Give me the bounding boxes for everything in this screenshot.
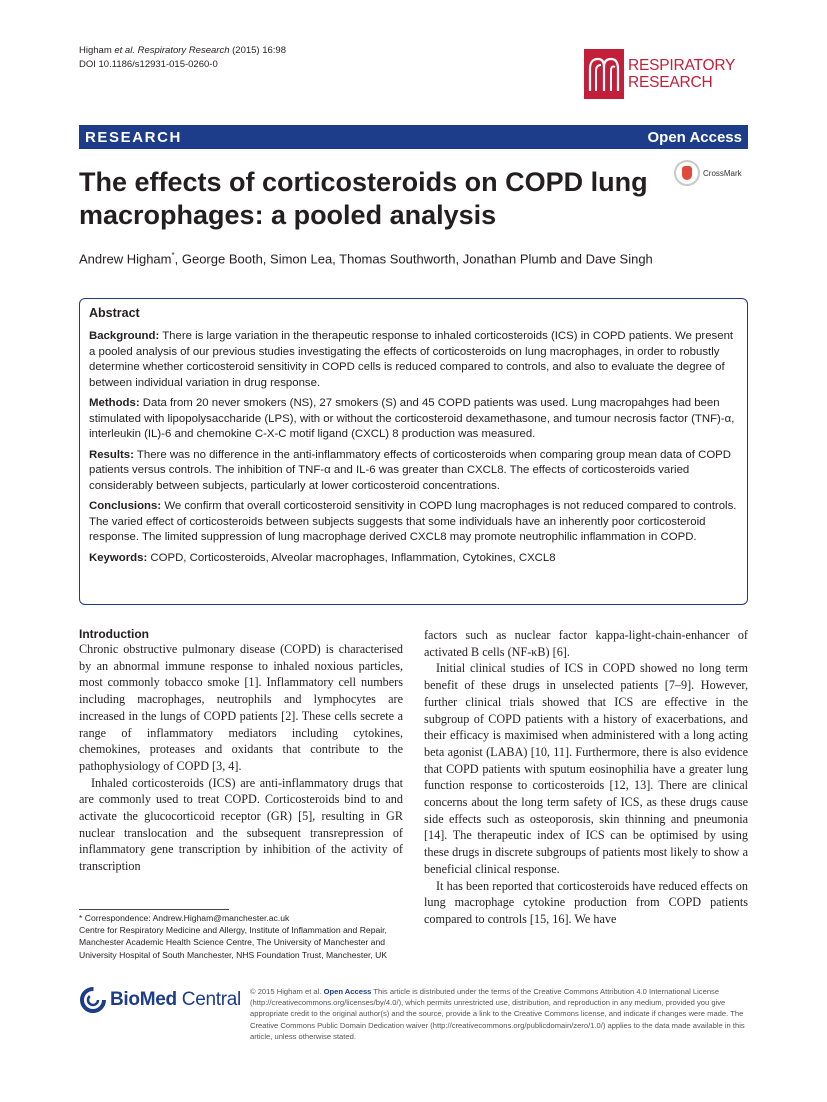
keywords-label: Keywords: [89,551,148,564]
corresponding-mark: * [171,251,175,260]
abstract-conclusions [89,499,738,546]
license-prefix: © 2015 Higham et al. [250,987,324,996]
publisher-name-light: Central [176,989,241,1010]
license-text [250,986,750,1042]
intro-paragraph-4: Initial clinical studies of ICS in COPD showed no long term benefit of these drugs in unselected patients [7–9]. However, further clinical trials showed that ICS are effective in the subgroup of COPD patients with a history of exacerbations, and their efficacy is maximised when administered with a long acting beta agonist (LABA) [10, 11]. Furthermore, there is also evidence that COPD patients with sputum eosinophilia have a greater lung function response to corticosteroids [12, 13]. There are clinical concerns about the long term safety of ICS, as these drugs cause side effects such as osteoporosis, skin thinning and pneumonia [14]. The therapeutic index of ICS can be optimised by using these drugs in discrete subgroups of patients most likely to show a beneficial clinical response. [424,661,748,876]
footnote-divider [79,909,229,910]
background-label: Background: [89,330,160,342]
methods-label: Methods: [89,397,140,409]
intro-paragraph-3: factors such as nuclear factor kappa-light-chain-enhancer of activated B cells (NF-κB) [6]. [424,628,748,659]
body-column-right [424,627,748,928]
abstract-methods [89,396,738,443]
author-rest: , George Booth, Simon Lea, Thomas Southworth, Jonathan Plumb and Dave Singh [174,251,653,267]
affiliation-text: Centre for Respiratory Medicine and Allergy, Institute of Inflammation and Repair, Manchester Academic Health Science Centre, The University of Manchester and University Hospital of South Manchester, NHS Foundation Trust, Manchester, UK [79,925,388,960]
correspondence-line[interactable]: * Correspondence: Andrew.Higham@manchester.ac.uk [79,913,290,923]
abstract-box [79,298,748,605]
citation-header [79,44,286,72]
intro-paragraph-1: Chronic obstructive pulmonary disease (COPD) is characterised by an abnormal immune response to inhaled noxious particles, most commonly tobacco smoke [1]. Inflammatory cell numbers including macrophages, neutrophils and lymphocytes are increased in the lungs of COPD patients [2]. These cells secrete a range of inflammatory mediators including cytokines, chemokines, proteases and oxidants that contribute to the pathophysiology of COPD [3, 4]. [79,642,403,773]
citation-line [79,44,286,58]
license-body: This article is distributed under the terms of the Creative Commons Attribution 4.0 International License (http://creativecommons.org/licenses/by/4.0/), which permits unrestricted use, distribution, and reproduction in any medium, provided you give appropriate credit to the original author(s) and the source, provide a link to the Creative Commons license, and indicate if changes were made. The Creative Commons Public Domain Dedication waiver (http://creativecommons.org/publicdomain/zero/1.0/) applies to the data made available in this article, unless otherwise stated. [250,987,745,1041]
body-column-left [79,627,403,875]
publisher-name [110,989,241,1011]
crossmark-badge[interactable] [674,160,742,186]
journal-mark-icon [584,49,624,99]
open-access-label: Open Access [647,128,742,146]
publisher-name-bold: BioMed [110,989,177,1010]
citation-authors: Higham [79,45,115,56]
abstract-results [89,448,738,495]
publisher-logo[interactable] [79,986,241,1014]
keywords-text: COPD, Corticosteroids, Alveolar macrophages, Inflammation, Cytokines, CXCL8 [147,551,556,564]
citation-year: (2015) 16:98 [229,45,286,56]
license-open-access: Open Access [323,987,372,996]
abstract-background [89,329,738,391]
journal-logo[interactable] [584,49,754,99]
background-text: There is large variation in the therapeutic response to inhaled corticosteroids (ICS) in COPD patients. We present a pooled analysis of our previous studies investigating the effects of corticosteroids on lung macrophages, in order to robustly determine whether corticosteroid sensitivity in COPD cells is reduced compared to controls, and also to evaluate the degree of between individual variation in drug response. [89,330,734,389]
conclusions-label: Conclusions: [89,500,162,512]
intro-paragraph-2: Inhaled corticosteroids (ICS) are anti-inflammatory drugs that are commonly used to treat COPD. Corticosteroids bind to and activate the glucocorticoid receptor (GR) [5], resulting in GR nuclear translocation and the subsequent transrepression of inflammatory gene transcription by inhibition of the activity of transcription [79,775,403,874]
crossmark-label: CrossMark [703,168,742,178]
results-label: Results: [89,448,134,461]
section-label: RESEARCH [85,128,182,146]
results-text: There was no difference in the anti-inflammatory effects of corticosteroids when comparing group mean data of COPD patients versus controls. The inhibition of TNF-α and IL-6 was greater than CXCL8. The effects of corticosteroids varied considerably between subjects, particularly at lower corticosteroid concentrations. [89,448,731,492]
article-title: The effects of corticosteroids on COPD lung macrophages: a pooled analysis [79,167,648,230]
intro-paragraph-5: It has been reported that corticosteroids have reduced effects on lung macrophage cytokine production from COPD patients compared to controls [15, 16]. We have [424,878,748,926]
doi-line: DOI 10.1186/s12931-015-0260-0 [79,59,218,70]
section-banner [79,125,748,149]
citation-journal: et al. Respiratory Research [114,45,230,56]
biomed-swirl-icon [79,986,107,1014]
author-list [79,251,653,266]
journal-name-line1: RESPIRATORY [628,57,736,74]
methods-text: Data from 20 never smokers (NS), 27 smokers (S) and 45 COPD patients was used. Lung macropahges had been stimulated with lipopolysaccharide (LPS), with or without the corticosteroid dexamethasone, and tumour necrosis factor (TNF)-α, interleukin (IL)-6 and chemokine C-X-C motif ligand (CXCL) 8 production was measured. [89,397,735,440]
conclusions-text: We confirm that overall corticosteroid sensitivity in COPD lung macrophages is not reduced compared to controls. The varied effect of corticosteroids between subjects suggests that some individuals have an inherently poor corticosteroid response. The limited suppression of lung macrophage derived CXCL8 may promote neutrophilic inflammation in COPD. [89,500,737,543]
journal-name [628,57,735,91]
author-first[interactable]: Andrew Higham [79,251,172,267]
footnote [79,912,409,961]
abstract-heading: Abstract [89,306,140,320]
journal-name-line2: RESEARCH [628,74,713,91]
introduction-heading: Introduction [79,627,149,641]
abstract-keywords [89,551,738,567]
